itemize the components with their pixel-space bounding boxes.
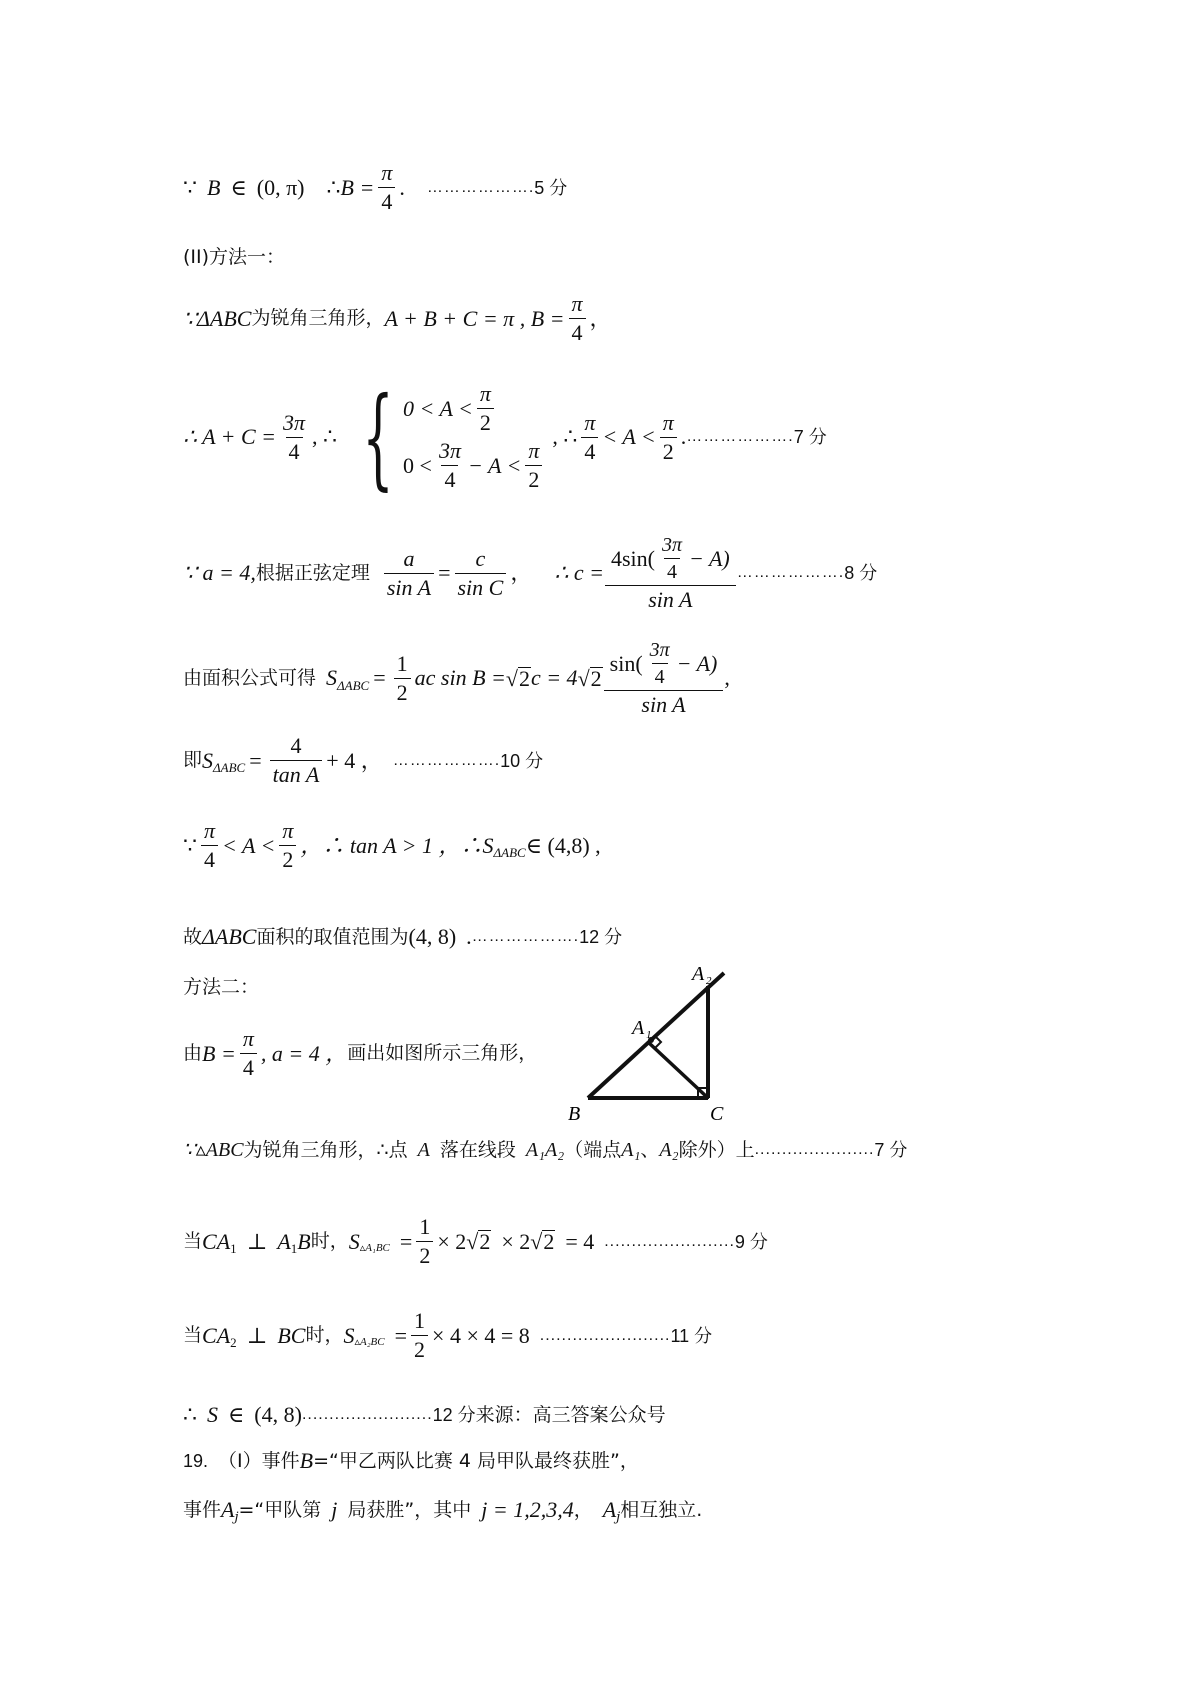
line-16: 19. （I）事件 B = “甲乙两队比赛 4 局甲队最终获胜”， <box>183 1448 639 1473</box>
line-14: 当 CA 2 ⊥ BC 时， S ▵A₂BC = $\frac{1}{2}$ × 4 × 4 = 8 ........................ 11 分 <box>183 1308 713 1362</box>
in-symbol: ∈ <box>230 174 247 200</box>
right-angle-mark-A1 <box>655 1036 661 1048</box>
score-dots: ........................ <box>604 1232 735 1250</box>
line-15: ∴ S ∈ (4, 8) ........................ 12 分 来源：高三答案公众号 <box>183 1402 666 1427</box>
line-6: 由面积公式可得 S ΔABC = $\frac{1}{2}$ ac sin B = √ 2 c = 4 √ 2 sin( $\frac{3\pi}{4}$ − A) sin A , <box>183 639 730 717</box>
label-A1-sub: 1 <box>646 1029 652 1041</box>
line-2 <box>183 248 285 267</box>
line-1: ∵ B ∈ (0, π) ∴ B = $\frac{\pi}{4}$ . ………………. 5 分 <box>183 160 568 214</box>
score-dots: ………………. <box>736 564 845 581</box>
fraction: $\frac{\pi}{4}$ <box>378 162 395 213</box>
line-3: ∵ΔABC 为锐角三角形， A + B + C = π , B = $\frac{\pi}{4}$ ， <box>183 291 612 345</box>
score-label: 12 分 <box>579 927 623 947</box>
score-dots: ………………. <box>471 928 580 945</box>
line-5: ∵ a = 4, 根据正弦定理 $\frac{a}{\text{sin A}}$ = $\frac{c}{\text{sin C}}$ ， ∴ c = 4sin( $\frac{3\pi}{4}$ − A) sin A ………………. 8 分 <box>183 534 878 612</box>
interval: (0, π) <box>256 174 305 200</box>
triangle-figure <box>560 962 740 1122</box>
score-label: 8 分 <box>844 563 878 583</box>
segment-BA2 <box>588 973 724 1098</box>
var-B: B <box>207 174 221 200</box>
score-dots: ………………. <box>686 428 794 445</box>
score-label: 12 分 <box>432 1405 476 1425</box>
score-label: 5 分 <box>534 177 568 198</box>
score-label: 10 分 <box>500 750 544 771</box>
score-label: 7 分 <box>793 427 827 447</box>
line-8: ∵ $\frac{\pi}{4}$ < A < $\frac{\pi}{2}$ ，∴ tan A > 1 ，∴ S ΔABC ∈ (4,8) , <box>183 818 601 872</box>
score-dots: ...................... <box>754 1141 875 1158</box>
label-A1: A <box>632 1017 645 1039</box>
fraction: $\frac{\pi}{4}$ <box>568 293 585 344</box>
score-label: 7 分 <box>874 1140 908 1160</box>
line-11: 由 B = $\frac{\pi}{4}$ , a = 4 ， 画出如图所示三角形， <box>183 1026 538 1080</box>
score-dots: ........................ <box>539 1326 671 1344</box>
label-C: C <box>710 1103 724 1122</box>
question-number: 19. <box>183 1451 209 1471</box>
line-12: ∵▵ABC 为锐角三角形，∴点 A 落在线段 A₁A₂ （端点 A₁ 、 A₂ 除外）上 ...................... 7 分 <box>183 1138 908 1161</box>
line-9: 故 ΔABC 面积的取值范围为 (4, 8) . ………………. 12 分 <box>183 924 623 949</box>
inequality-system: { 0 < A < $\frac{\pi}{2}$ 0 < $\frac{3\pi}{4}$ − A < $\frac{\pi}{2}$ <box>343 382 546 492</box>
score-label: 11 分 <box>670 1325 713 1346</box>
line-13: 当 CA 1 ⊥ A 1 B 时， S ▵A₁BC = $\frac{1}{2}$ × 2 √ 2 × 2 √ 2 = 4 ........................ 9 分 <box>183 1214 768 1268</box>
line-17: 事件 A j = “甲队第 j 局获胜”，其中 j = 1,2,3,4 ， A j 相互独立. <box>183 1497 703 1525</box>
section-heading: 方法二： <box>183 976 260 998</box>
label-A2-sub: 2 <box>706 975 712 987</box>
equation-lhs: B = <box>340 174 375 200</box>
line-10 <box>183 978 259 997</box>
line-4: ∴ A + C = $\frac{3\pi}{4}$ , ∴ { 0 < A < $\frac{\pi}{2}$ 0 < $\frac{3\pi}{4}$ − A < $\frac{\pi}{2}$ , ∴ $\frac{\pi}{4}$ < A < $\frac{\pi}{2}$ . ………………. 7 分 <box>183 373 827 501</box>
because-symbol: ∵ <box>183 174 197 200</box>
label-A2: A <box>692 963 705 985</box>
score-label: 9 分 <box>734 1231 768 1252</box>
score-dots: ........................ <box>301 1406 433 1423</box>
source-note: 来源：高三答案公众号 <box>475 1403 666 1426</box>
therefore-symbol: ∴ <box>326 174 341 200</box>
label-B: B <box>568 1103 581 1122</box>
score-dots: ………………. <box>426 178 535 196</box>
section-heading: (II)方法一： <box>183 246 286 268</box>
score-dots: ………………. <box>392 751 501 769</box>
line-7: 即 S ΔABC = $\frac{4}{\text{tan A}}$ + 4 ， ………………. 10 分 <box>183 733 544 787</box>
